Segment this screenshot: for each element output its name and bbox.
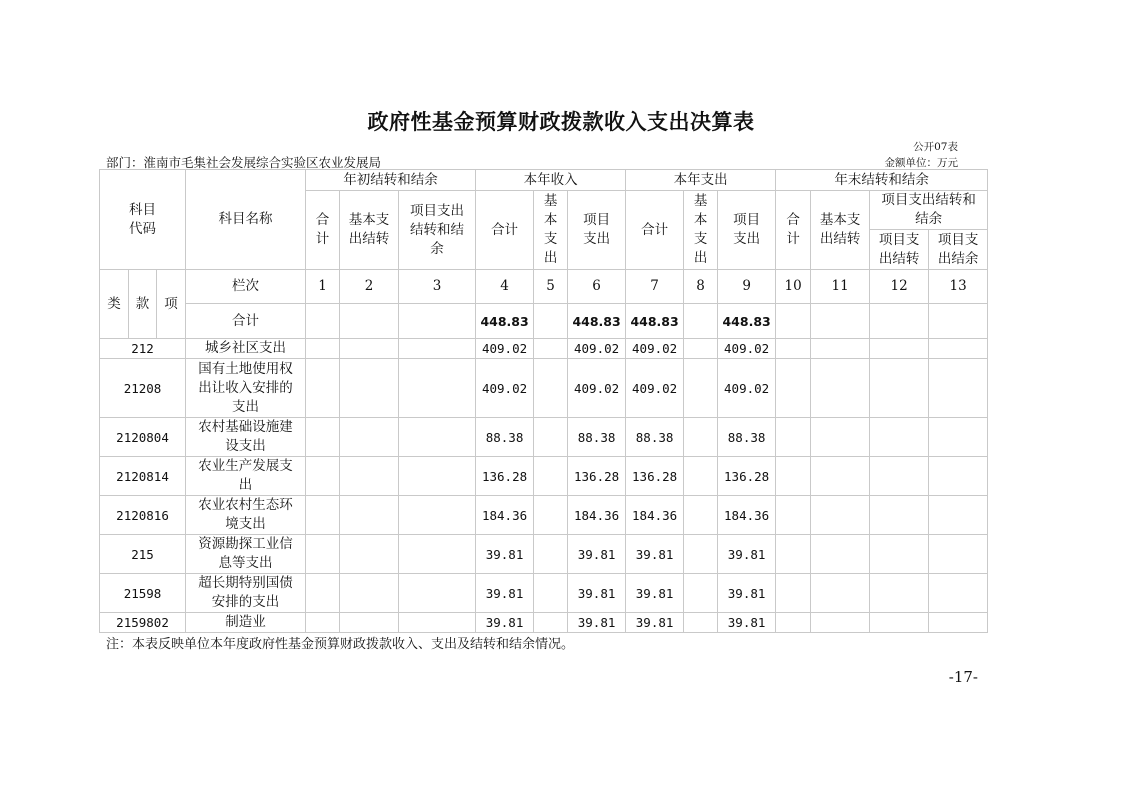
table-row — [100, 418, 988, 457]
value-cell-col-3 — [399, 457, 476, 496]
value-cell-col-12 — [870, 496, 929, 535]
value-cell-col-4: 39.81 — [476, 535, 534, 574]
total-cell-col-6: 448.83 — [568, 304, 626, 339]
value-cell-col-7: 39.81 — [626, 535, 684, 574]
subject-code: 215 — [100, 535, 186, 574]
value-cell-col-13 — [929, 496, 988, 535]
value-cell-col-6: 88.38 — [568, 418, 626, 457]
value-cell-col-3 — [399, 339, 476, 359]
table-row — [100, 574, 988, 613]
header-end-total: 合 计 — [776, 191, 811, 270]
value-cell-col-5 — [534, 457, 568, 496]
column-number: 5 — [534, 270, 568, 304]
total-cell-col-4: 448.83 — [476, 304, 534, 339]
table-row — [100, 457, 988, 496]
subject-code: 2159802 — [100, 613, 186, 633]
value-cell-col-5 — [534, 339, 568, 359]
value-cell-col-2 — [340, 339, 399, 359]
header-expense-project: 项目 支出 — [718, 191, 776, 270]
header-xiang: 项 — [157, 270, 186, 339]
budget-table — [99, 169, 988, 633]
value-cell-col-8 — [684, 574, 718, 613]
header-group-income: 本年收入 — [476, 170, 626, 191]
header-lanci: 栏次 — [186, 270, 306, 304]
subject-code: 2120804 — [100, 418, 186, 457]
total-cell-col-8 — [684, 304, 718, 339]
total-cell-col-10 — [776, 304, 811, 339]
column-number: 3 — [399, 270, 476, 304]
value-cell-col-6: 409.02 — [568, 339, 626, 359]
column-number: 8 — [684, 270, 718, 304]
subject-name: 农村基础设施建 设支出 — [186, 418, 306, 457]
column-number: 11 — [811, 270, 870, 304]
page-title: 政府性基金预算财政拨款收入支出决算表 — [367, 109, 755, 134]
header-income-total: 合计 — [476, 191, 534, 270]
total-cell-col-7: 448.83 — [626, 304, 684, 339]
value-cell-col-5 — [534, 359, 568, 418]
value-cell-col-9: 136.28 — [718, 457, 776, 496]
department-label: 部门：淮南市毛集社会发展综合实验区农业发展局 — [106, 155, 382, 170]
header-lei: 类 — [100, 270, 129, 339]
value-cell-col-8 — [684, 535, 718, 574]
value-cell-col-9: 39.81 — [718, 535, 776, 574]
value-cell-col-1 — [306, 418, 340, 457]
table-row — [100, 613, 988, 633]
value-cell-col-11 — [811, 457, 870, 496]
column-number: 7 — [626, 270, 684, 304]
value-cell-col-5 — [534, 613, 568, 633]
value-cell-col-9: 409.02 — [718, 339, 776, 359]
column-number: 1 — [306, 270, 340, 304]
table-row — [100, 496, 988, 535]
value-cell-col-4: 409.02 — [476, 339, 534, 359]
value-cell-col-10 — [776, 418, 811, 457]
subject-code: 2120816 — [100, 496, 186, 535]
header-income-project: 项目 支出 — [568, 191, 626, 270]
value-cell-col-13 — [929, 339, 988, 359]
value-cell-col-12 — [870, 359, 929, 418]
header-group-end: 年末结转和结余 — [776, 170, 988, 191]
value-cell-col-8 — [684, 418, 718, 457]
value-cell-col-1 — [306, 359, 340, 418]
value-cell-col-3 — [399, 418, 476, 457]
value-cell-col-12 — [870, 535, 929, 574]
header-subject-name: 科目名称 — [186, 170, 306, 270]
value-cell-col-1 — [306, 613, 340, 633]
value-cell-col-2 — [340, 418, 399, 457]
value-cell-col-11 — [811, 359, 870, 418]
header-begin-project: 项目支出 结转和结 余 — [399, 191, 476, 270]
value-cell-col-4: 39.81 — [476, 574, 534, 613]
column-number: 2 — [340, 270, 399, 304]
value-cell-col-9: 409.02 — [718, 359, 776, 418]
value-cell-col-1 — [306, 496, 340, 535]
value-cell-col-8 — [684, 339, 718, 359]
subject-name: 农业农村生态环 境支出 — [186, 496, 306, 535]
column-number: 9 — [718, 270, 776, 304]
value-cell-col-11 — [811, 496, 870, 535]
header-end-project-carry: 项目支 出结转 — [870, 230, 929, 270]
value-cell-col-2 — [340, 457, 399, 496]
value-cell-col-6: 136.28 — [568, 457, 626, 496]
value-cell-col-7: 39.81 — [626, 574, 684, 613]
subject-code: 212 — [100, 339, 186, 359]
value-cell-col-6: 184.36 — [568, 496, 626, 535]
header-kuan: 款 — [129, 270, 157, 339]
value-cell-col-12 — [870, 418, 929, 457]
value-cell-col-13 — [929, 359, 988, 418]
value-cell-col-2 — [340, 574, 399, 613]
value-cell-col-9: 39.81 — [718, 613, 776, 633]
value-cell-col-10 — [776, 359, 811, 418]
value-cell-col-4: 184.36 — [476, 496, 534, 535]
subject-code: 21208 — [100, 359, 186, 418]
value-cell-col-10 — [776, 535, 811, 574]
value-cell-col-7: 184.36 — [626, 496, 684, 535]
subject-name: 制造业 — [186, 613, 306, 633]
value-cell-col-7: 409.02 — [626, 339, 684, 359]
value-cell-col-4: 409.02 — [476, 359, 534, 418]
header-end-project-balance: 项目支 出结余 — [929, 230, 988, 270]
column-number: 10 — [776, 270, 811, 304]
value-cell-col-1 — [306, 339, 340, 359]
value-cell-col-1 — [306, 457, 340, 496]
subject-name: 城乡社区支出 — [186, 339, 306, 359]
value-cell-col-11 — [811, 613, 870, 633]
column-number: 13 — [929, 270, 988, 304]
subject-code: 21598 — [100, 574, 186, 613]
value-cell-col-10 — [776, 574, 811, 613]
header-begin-basic: 基本支 出结转 — [340, 191, 399, 270]
total-cell-col-5 — [534, 304, 568, 339]
total-cell-col-11 — [811, 304, 870, 339]
total-cell-col-2 — [340, 304, 399, 339]
value-cell-col-7: 136.28 — [626, 457, 684, 496]
header-income-basic: 基 本 支 出 — [534, 191, 568, 270]
value-cell-col-10 — [776, 613, 811, 633]
value-cell-col-6: 39.81 — [568, 574, 626, 613]
subject-code: 2120814 — [100, 457, 186, 496]
value-cell-col-7: 88.38 — [626, 418, 684, 457]
value-cell-col-9: 39.81 — [718, 574, 776, 613]
column-number: 12 — [870, 270, 929, 304]
total-cell-col-3 — [399, 304, 476, 339]
subject-name: 资源勘探工业信 息等支出 — [186, 535, 306, 574]
table-row — [100, 339, 988, 359]
value-cell-col-8 — [684, 457, 718, 496]
value-cell-col-3 — [399, 613, 476, 633]
value-cell-col-2 — [340, 359, 399, 418]
page-number: -17- — [948, 668, 978, 686]
footnote: 注：本表反映单位本年度政府性基金预算财政拨款收入、支出及结转和结余情况。 — [106, 637, 575, 652]
total-cell-col-9: 448.83 — [718, 304, 776, 339]
value-cell-col-5 — [534, 535, 568, 574]
column-number: 6 — [568, 270, 626, 304]
value-cell-col-6: 39.81 — [568, 613, 626, 633]
form-code: 公开07表 — [913, 141, 958, 153]
subject-name: 国有土地使用权 出让收入安排的 支出 — [186, 359, 306, 418]
value-cell-col-10 — [776, 457, 811, 496]
value-cell-col-8 — [684, 359, 718, 418]
value-cell-col-4: 136.28 — [476, 457, 534, 496]
total-cell-col-12 — [870, 304, 929, 339]
value-cell-col-5 — [534, 418, 568, 457]
header-subject-code: 科目 代码 — [100, 170, 186, 270]
value-cell-col-5 — [534, 496, 568, 535]
header-group-expense: 本年支出 — [626, 170, 776, 191]
total-cell-col-13 — [929, 304, 988, 339]
value-cell-col-13 — [929, 535, 988, 574]
value-cell-col-7: 409.02 — [626, 359, 684, 418]
value-cell-col-11 — [811, 418, 870, 457]
value-cell-col-12 — [870, 457, 929, 496]
value-cell-col-2 — [340, 613, 399, 633]
value-cell-col-4: 88.38 — [476, 418, 534, 457]
value-cell-col-11 — [811, 535, 870, 574]
value-cell-col-12 — [870, 574, 929, 613]
header-expense-total: 合计 — [626, 191, 684, 270]
value-cell-col-9: 184.36 — [718, 496, 776, 535]
subject-name: 超长期特别国债 安排的支出 — [186, 574, 306, 613]
header-group-begin: 年初结转和结余 — [306, 170, 476, 191]
header-end-basic: 基本支 出结转 — [811, 191, 870, 270]
value-cell-col-13 — [929, 418, 988, 457]
value-cell-col-10 — [776, 339, 811, 359]
value-cell-col-12 — [870, 339, 929, 359]
table-row — [100, 359, 988, 418]
unit-label: 金额单位：万元 — [884, 157, 958, 169]
value-cell-col-13 — [929, 574, 988, 613]
value-cell-col-4: 39.81 — [476, 613, 534, 633]
total-cell-col-1 — [306, 304, 340, 339]
value-cell-col-2 — [340, 496, 399, 535]
header-begin-total: 合 计 — [306, 191, 340, 270]
value-cell-col-8 — [684, 613, 718, 633]
value-cell-col-1 — [306, 535, 340, 574]
header-expense-basic: 基 本 支 出 — [684, 191, 718, 270]
value-cell-col-5 — [534, 574, 568, 613]
value-cell-col-6: 39.81 — [568, 535, 626, 574]
value-cell-col-3 — [399, 535, 476, 574]
value-cell-col-13 — [929, 613, 988, 633]
value-cell-col-7: 39.81 — [626, 613, 684, 633]
value-cell-col-2 — [340, 535, 399, 574]
table-row — [100, 535, 988, 574]
value-cell-col-11 — [811, 574, 870, 613]
value-cell-col-12 — [870, 613, 929, 633]
value-cell-col-1 — [306, 574, 340, 613]
subject-name: 农业生产发展支 出 — [186, 457, 306, 496]
value-cell-col-3 — [399, 574, 476, 613]
value-cell-col-11 — [811, 339, 870, 359]
column-number: 4 — [476, 270, 534, 304]
value-cell-col-8 — [684, 496, 718, 535]
value-cell-col-6: 409.02 — [568, 359, 626, 418]
value-cell-col-3 — [399, 496, 476, 535]
value-cell-col-13 — [929, 457, 988, 496]
value-cell-col-3 — [399, 359, 476, 418]
header-end-project-group: 项目支出结转和 结余 — [870, 191, 988, 230]
value-cell-col-10 — [776, 496, 811, 535]
value-cell-col-9: 88.38 — [718, 418, 776, 457]
total-row-label: 合计 — [186, 304, 306, 339]
